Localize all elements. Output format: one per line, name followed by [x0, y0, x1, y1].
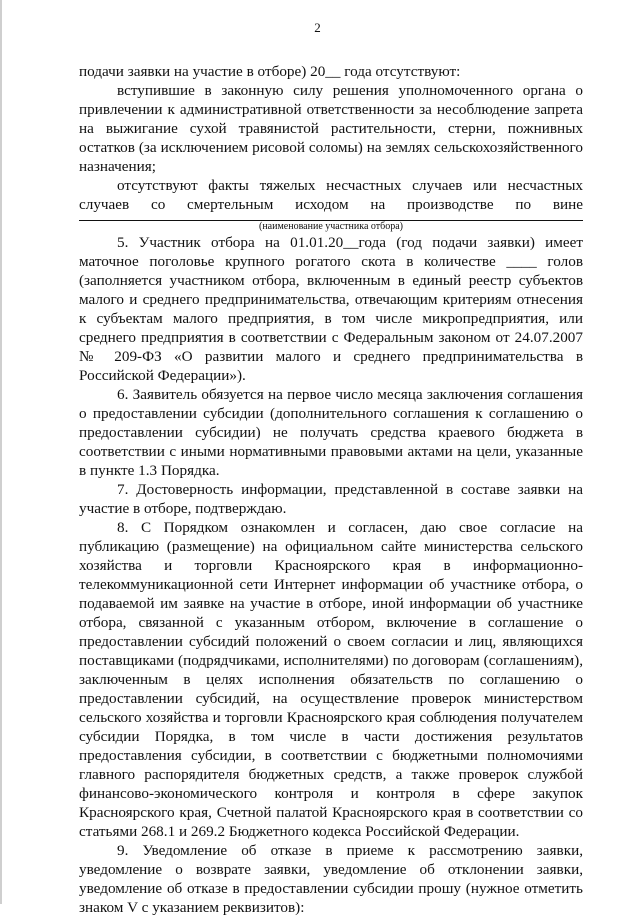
paragraph-continuation: подачи заявки на участие в отборе) 20__ года отсутствуют: [79, 63, 461, 80]
page-number: 2 [314, 20, 321, 35]
document-body [79, 62, 583, 917]
scan-edge [0, 0, 2, 904]
paragraph-8: 8. С Порядком ознакомлен и согласен, даю свое согласие на публикацию (размещение) на официальном сайте министерства сельского хозяйства и торговли Красноярского края в информационно-телекоммуникационной сети Интернет информации об участнике отбора, о подаваемой им заявке на участие в отборе, иной информации об участнике отбора, связанной с указанным отбором, включение в соглашение о предоставлении субсидий положений о своем согласии и лиц, являющихся поставщиками (подрядчиками, исполнителями) по договорам (соглашениям), заключенным в целях исполнения обязательств по соглашению о предоставлении субсидий, на осуществление проверок министерством сельского хозяйства и торговли Красноярского края соблюдения получателем субсидии Порядка, в том числе в части достижения результатов предоставления субсидии, в соответствии с бюджетными полномочиями главного распорядителя бюджетных средств, а также проверок службой финансово-экономического контроля и контроля в сфере закупок Красноярского края, Счетной палатой Красноярского края в соответствии со статьями 268.1 и 269.2 Бюджетного кодекса Российской Федерации. [79, 519, 583, 840]
paragraph-5: 5. Участник отбора на 01.01.20__года (год подачи заявки) имеет маточное поголовье крупного рогатого скота в количестве ____ голов (заполняется участником отбора, включенным в единый реестр субъектов малого и среднего предпринимательства, отвечающим критериям отнесения к субъектам малого предприятия, в том числе микропредприятия, или среднего предприятия в соответствии с Федеральным законом от 24.07.2007 № 209-ФЗ «О развитии малого и среднего предпринимательства в Российской Федерации»). [79, 234, 583, 384]
paragraph-6: 6. Заявитель обязуется на первое число месяца заключения соглашения о предоставлении субсидии (дополнительного соглашения к соглашению о предоставлении субсидии) не получать средства краевого бюджета в соответствии с иными нормативными правовыми актами на цели, указанные в пункте 1.3 Порядка. [79, 386, 583, 479]
paragraph-no-accidents: отсутствуют факты тяжелых несчастных случаев или несчастных случаев со смертельным исходом на производстве по вине [79, 177, 583, 213]
paragraph-7: 7. Достоверность информации, представленной в составе заявки на участие в отборе, подтверждаю. [79, 481, 583, 517]
paragraph-9: 9. Уведомление об отказе в приеме к рассмотрению заявки, уведомление о возврате заявки, уведомление об отклонении заявки, уведомление об отказе в предоставлении субсидии прошу (нужное отметить знаком V с указанием реквизитов): [79, 842, 583, 916]
participant-name-caption: (наименование участника отбора) [259, 221, 403, 232]
paragraph-no-violations: вступившие в законную силу решения уполномоченного органа о привлечении к административной ответственности за несоблюдение запрета на выжигание сухой травянистой растительности, стерни, пожнивных остатков (за исключением рисовой соломы) на землях сельскохозяйственного назначения; [79, 82, 583, 175]
